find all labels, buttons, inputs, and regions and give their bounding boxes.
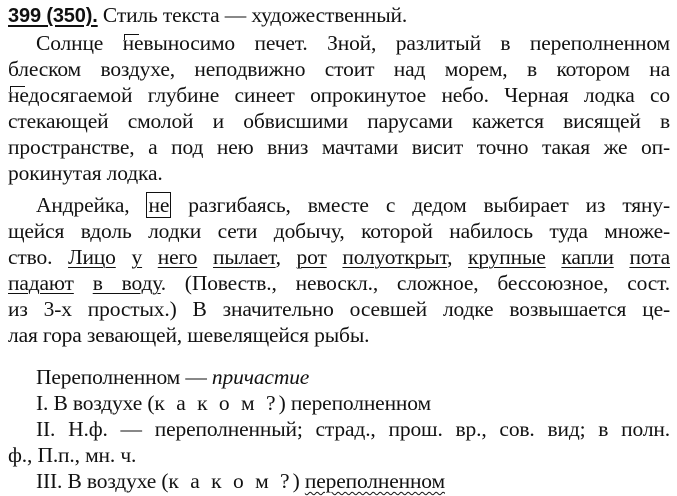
para2-line3: [8, 244, 670, 270]
underlined-word: рот: [296, 245, 327, 269]
para2-text: ,: [275, 245, 297, 269]
analysis-step1: [36, 390, 670, 416]
prefix-mark: [10, 86, 25, 92]
para2-line2: щейся вдоль лодки сети добычу, которой набилось туда множе-: [8, 219, 670, 243]
analysis-step2-line1: II. Н.ф. — переполненный; страд., прош. вр., сов. вид; в полн.: [36, 417, 670, 441]
analysis-word: [36, 364, 670, 390]
analysis-question: к а к о м ?: [168, 469, 293, 493]
underlined-word: у: [131, 245, 143, 269]
para2-line1: [36, 192, 670, 218]
underlined-word: пота: [629, 245, 671, 269]
wavy-underlined-word: переполненном: [304, 469, 445, 493]
para2-text: разгибаясь, вместе с дедом выбирает из тяну-: [171, 193, 671, 217]
para2-text: ,: [447, 245, 469, 269]
para1-line6: рокинутая лодка.: [8, 161, 163, 185]
analysis-text: III. В воздухе (: [36, 469, 169, 493]
exercise-heading: [8, 2, 670, 29]
analysis-step3: [36, 468, 670, 494]
analysis-question: к а к о м ?: [154, 391, 279, 415]
exercise-number: 399 (350).: [8, 5, 98, 27]
para1-line5: пространстве, а под нею вниз мачтами висит точно такая же оп-: [8, 135, 670, 159]
underlined-word: в воду: [92, 271, 161, 295]
underlined-word: капли: [561, 245, 614, 269]
para2-line6: лая гора зевающей, шевелящейся рыбы.: [8, 323, 370, 347]
analysis-text: I. В воздухе (: [36, 391, 155, 415]
underlined-word: полуоткрыт: [342, 245, 448, 269]
exercise-style-label: Стиль текста — художественный.: [97, 3, 408, 27]
particle-ne-boxed: не: [148, 193, 170, 217]
underlined-word: него: [157, 245, 198, 269]
underlined-word: Лицо: [68, 245, 116, 269]
para2-text: ство.: [8, 245, 69, 269]
underlined-word: пылает: [212, 245, 276, 269]
para1-line3: недосягаемой глубине синеет опрокинутое небо. Черная лодка со: [8, 83, 670, 107]
analysis-step2-line2: ф., П.п., мн. ч.: [8, 443, 137, 467]
para2-line4: [8, 270, 670, 296]
analysis-word-type: причастие: [211, 365, 310, 389]
para1-line2: блеском воздухе, неподвижно стоит над морем, в котором на: [8, 57, 670, 81]
para1-line4: стекающей смолой и обвисшими парусами кажется висящей в: [8, 109, 670, 133]
underlined-word: крупные: [468, 245, 546, 269]
analysis-word-text: Переполненном —: [36, 365, 212, 389]
analysis-text: ) переполненном: [278, 391, 431, 415]
analysis-text: ): [292, 469, 305, 493]
underlined-word: падают: [8, 271, 74, 295]
para2-line5: из 3-х простых.) В значительно осевшей лодке возвышается це-: [8, 297, 670, 321]
para1-line1: Солнце невыносимо печет. Зной, разлитый в переполненном: [36, 31, 670, 55]
para2-text: . (Повеств., невоскл., сложное, бессоюзное, сост.: [160, 271, 670, 295]
prefix-mark: [124, 34, 139, 40]
para2-text: Андрейка,: [36, 193, 147, 217]
